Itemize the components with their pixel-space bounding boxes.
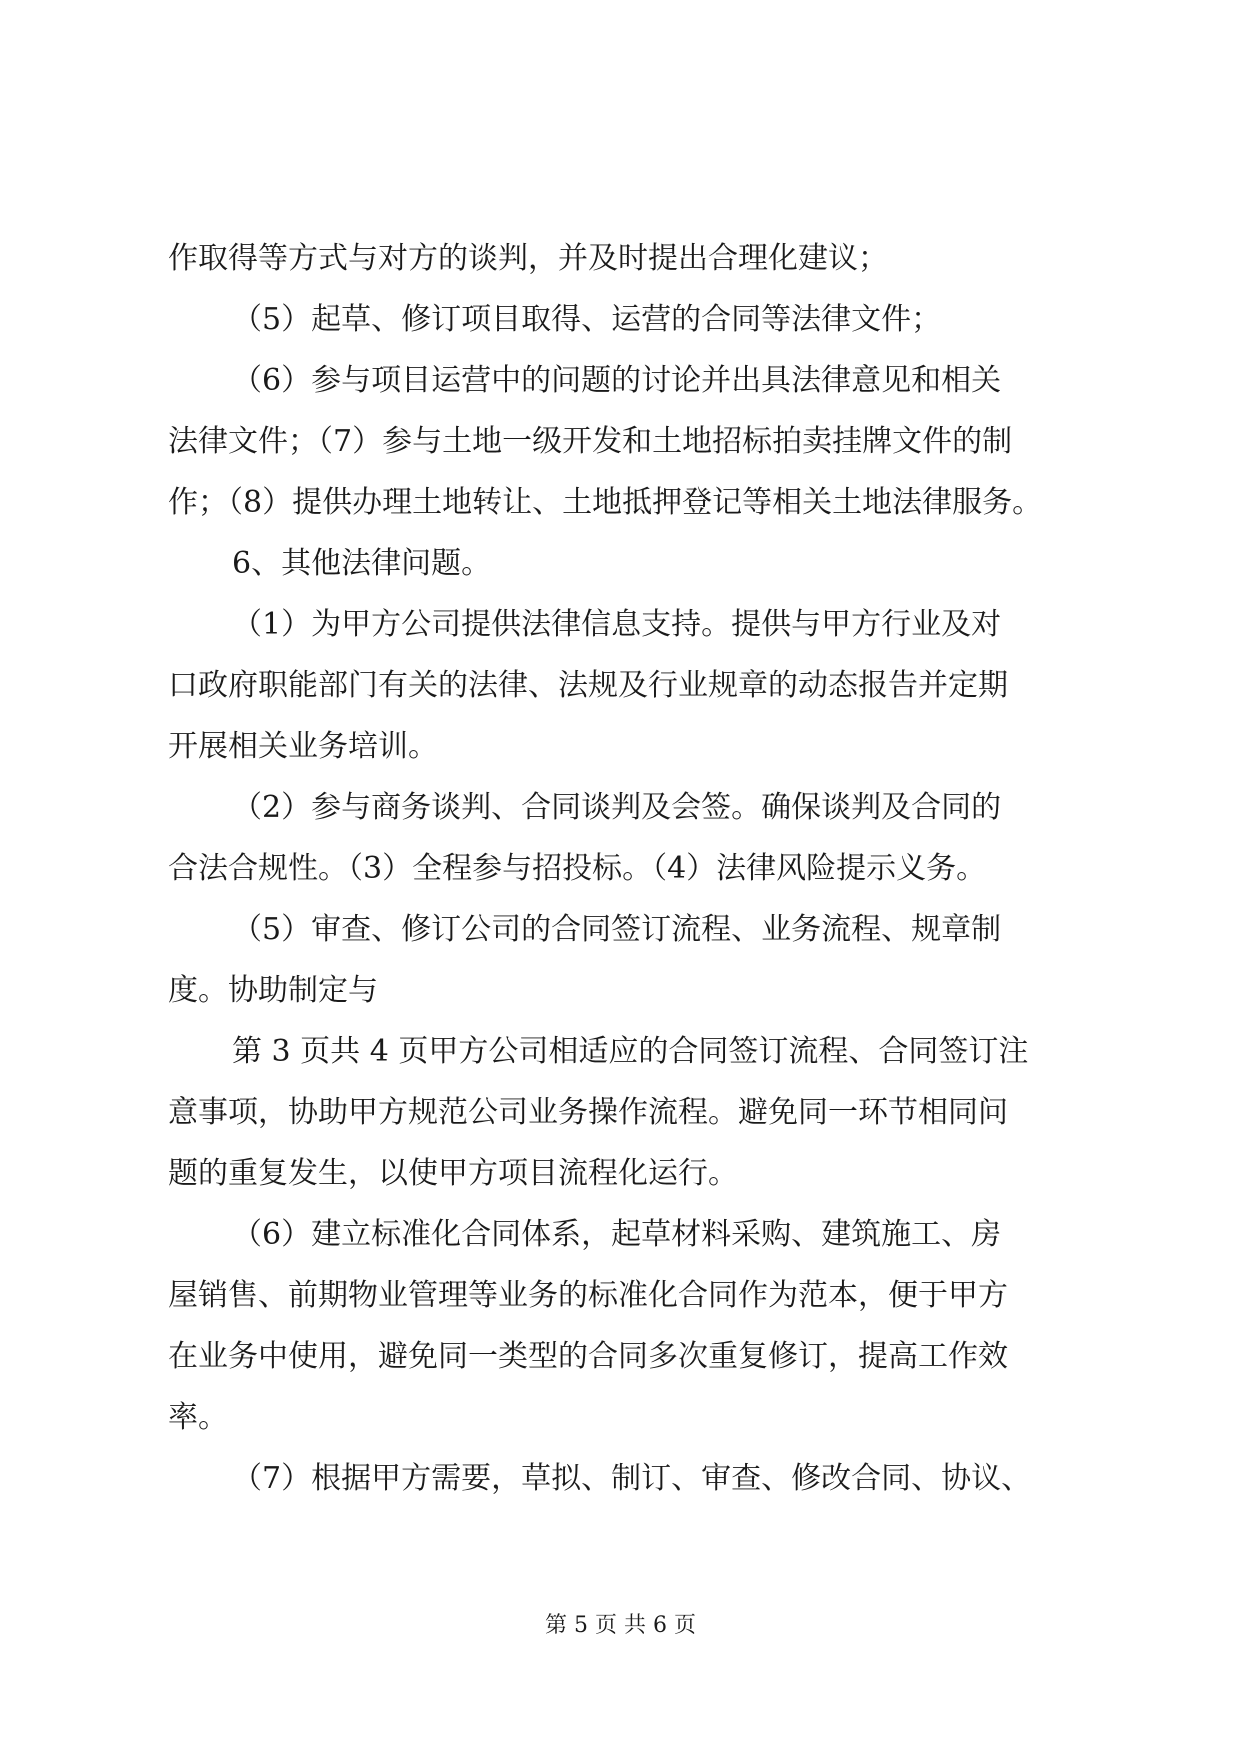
text-line: 6、其他法律问题。 [232, 546, 492, 581]
text-line: （6）建立标准化合同体系，起草材料采购、建筑施工、房 [232, 1217, 1002, 1252]
page-footer: 第 5 页 共 6 页 [545, 1613, 696, 1638]
document-body [168, 228, 1098, 1509]
text-line: 在业务中使用，避免同一类型的合同多次重复修订，提高工作效 [168, 1339, 1008, 1374]
text-line: 题的重复发生，以使甲方项目流程化运行。 [168, 1156, 738, 1191]
text-line: （2）参与商务谈判、合同谈判及会签。确保谈判及合同的 [232, 790, 1002, 825]
text-line: 开展相关业务培训。 [168, 729, 438, 764]
text-line: 作取得等方式与对方的谈判，并及时提出合理化建议； [168, 241, 888, 276]
text-line: （7）根据甲方需要，草拟、制订、审查、修改合同、协议、 [232, 1461, 1032, 1496]
text-line: 意事项，协助甲方规范公司业务操作流程。避免同一环节相同问 [168, 1095, 1008, 1130]
text-line: 合法合规性。（3）全程参与招投标。（4）法律风险提示义务。 [168, 851, 987, 886]
text-line: 作；（8）提供办理土地转让、土地抵押登记等相关土地法律服务。 [168, 485, 1043, 520]
text-line: 度。协助制定与 [168, 973, 378, 1008]
text-line: 第 3 页共 4 页甲方公司相适应的合同签订流程、合同签订注 [232, 1034, 1029, 1069]
text-line: 法律文件；（7）参与土地一级开发和土地招标拍卖挂牌文件的制 [168, 424, 1013, 459]
text-line: 率。 [168, 1400, 228, 1435]
text-line: 口政府职能部门有关的法律、法规及行业规章的动态报告并定期 [168, 668, 1008, 703]
text-line: （6）参与项目运营中的问题的讨论并出具法律意见和相关 [232, 363, 1002, 398]
text-line: 屋销售、前期物业管理等业务的标准化合同作为范本，便于甲方 [168, 1278, 1008, 1313]
text-line: （5）起草、修订项目取得、运营的合同等法律文件； [232, 302, 942, 337]
text-line: （1）为甲方公司提供法律信息支持。提供与甲方行业及对 [232, 607, 1002, 642]
text-line: （5）审查、修订公司的合同签订流程、业务流程、规章制 [232, 912, 1002, 947]
